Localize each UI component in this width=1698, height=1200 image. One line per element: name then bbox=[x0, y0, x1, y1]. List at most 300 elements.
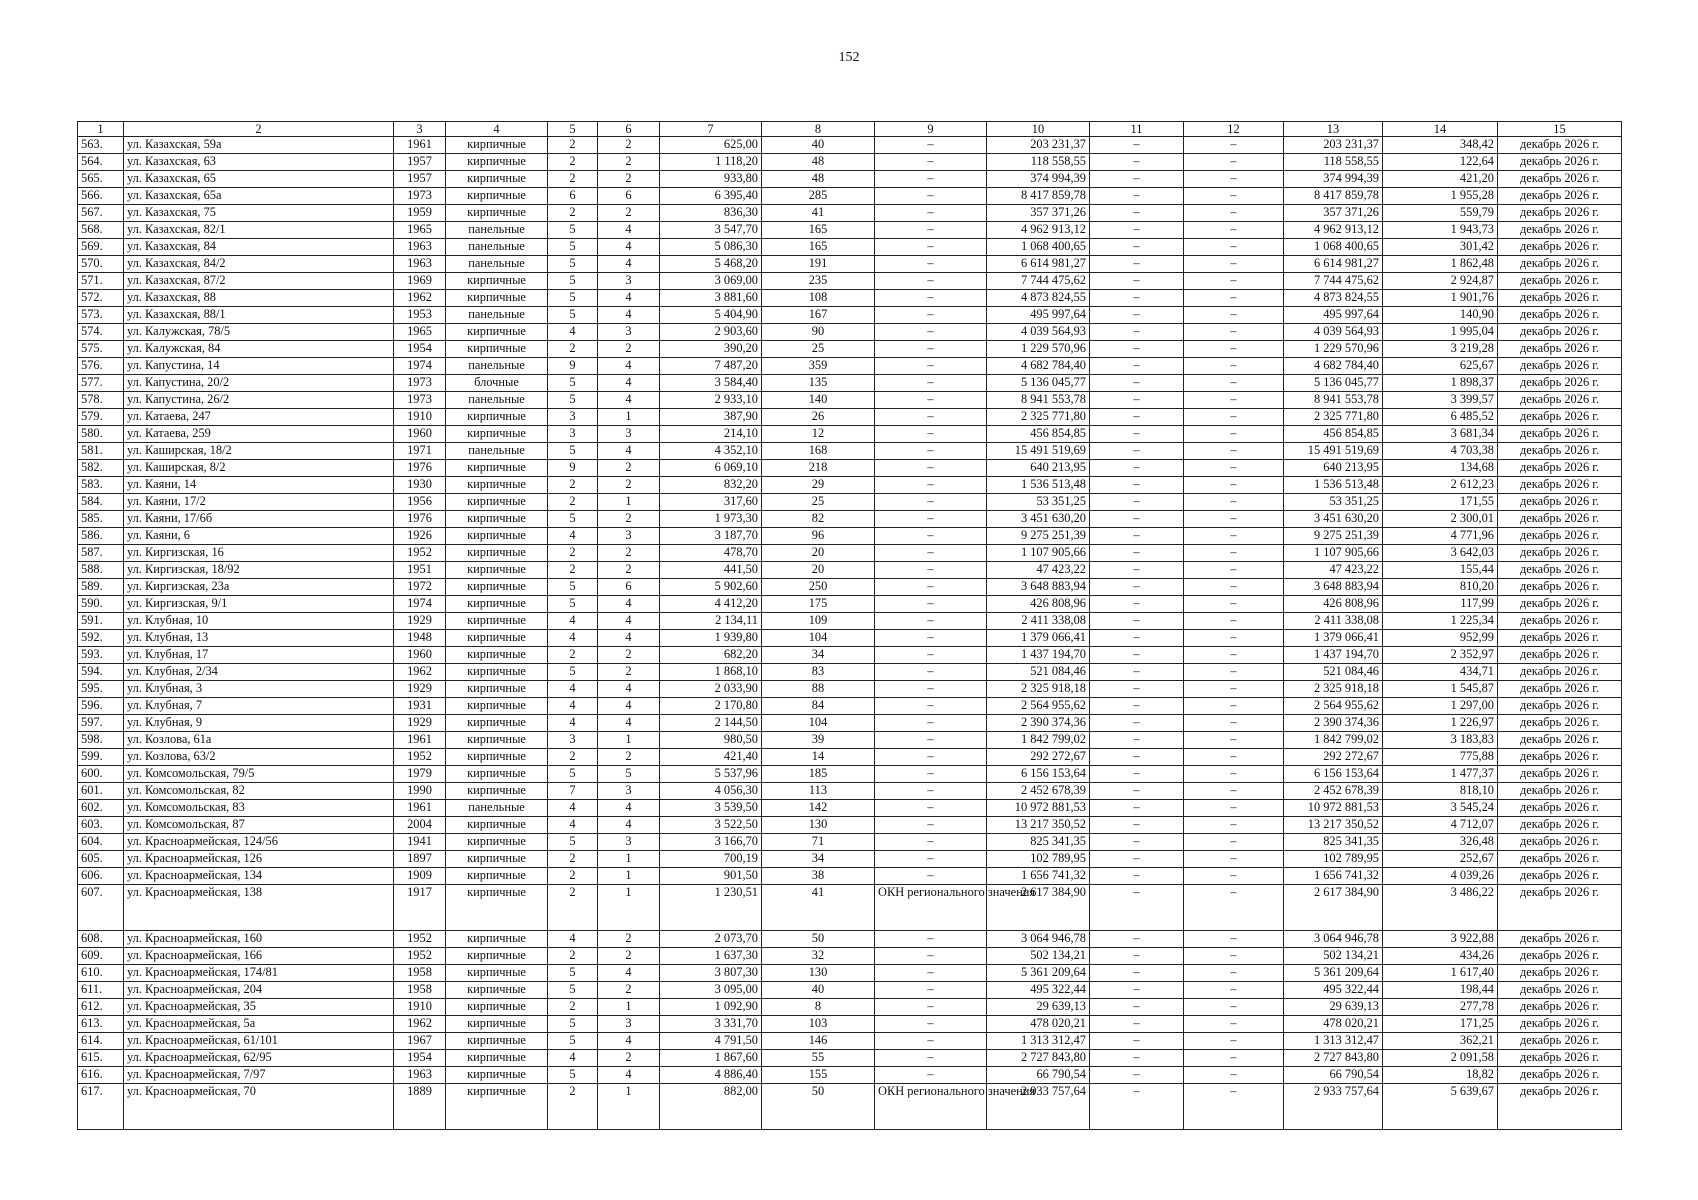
cell-cost-fund-11: – bbox=[1090, 154, 1184, 171]
cell-cost-per-sqm: 775,88 bbox=[1383, 749, 1498, 766]
column-header-5: 5 bbox=[548, 122, 598, 137]
cell-cost-fund-11: – bbox=[1090, 1033, 1184, 1050]
cell-address: ул. Красноармейская, 174/81 bbox=[124, 965, 394, 982]
cell-year-built: 1931 bbox=[394, 698, 446, 715]
cell-cost-per-sqm: 3 399,57 bbox=[1383, 392, 1498, 409]
cell-heritage-status: – bbox=[875, 273, 987, 290]
cell-wall-material: кирпичные bbox=[446, 1033, 548, 1050]
cell-address: ул. Каяни, 14 bbox=[124, 477, 394, 494]
cell-cost-per-sqm: 3 219,28 bbox=[1383, 341, 1498, 358]
cell-wall-material: кирпичные bbox=[446, 732, 548, 749]
table-row bbox=[78, 999, 1622, 1016]
cell-cost-fund-13: 66 790,54 bbox=[1284, 1067, 1383, 1084]
cell-area: 390,20 bbox=[660, 341, 762, 358]
cell-cost-fund-11: – bbox=[1090, 426, 1184, 443]
cell-cost-per-sqm: 1 226,97 bbox=[1383, 715, 1498, 732]
table-row bbox=[78, 868, 1622, 885]
cell-deadline: декабрь 2026 г. bbox=[1498, 817, 1622, 834]
cell-row-number: 594. bbox=[78, 664, 124, 681]
cell-cost-fund-11: – bbox=[1090, 205, 1184, 222]
cell-address: ул. Красноармейская, 166 bbox=[124, 948, 394, 965]
cell-wall-material: кирпичные bbox=[446, 982, 548, 999]
cell-entrances: 1 bbox=[598, 851, 660, 868]
cell-heritage-status: – bbox=[875, 477, 987, 494]
cell-heritage-status: – bbox=[875, 931, 987, 948]
cell-address: ул. Красноармейская, 61/101 bbox=[124, 1033, 394, 1050]
cell-wall-material: кирпичные bbox=[446, 205, 548, 222]
cell-cost-per-sqm: 326,48 bbox=[1383, 834, 1498, 851]
cell-row-number: 587. bbox=[78, 545, 124, 562]
cell-floors: 5 bbox=[548, 222, 598, 239]
cell-row-number: 572. bbox=[78, 290, 124, 307]
cell-address: ул. Комсомольская, 87 bbox=[124, 817, 394, 834]
cell-wall-material: кирпичные bbox=[446, 290, 548, 307]
cell-floors: 2 bbox=[548, 885, 598, 931]
cell-deadline: декабрь 2026 г. bbox=[1498, 222, 1622, 239]
cell-wall-material: кирпичные bbox=[446, 273, 548, 290]
cell-year-built: 1962 bbox=[394, 664, 446, 681]
cell-cost-fund-13: 426 808,96 bbox=[1284, 596, 1383, 613]
cell-cost-per-sqm: 6 485,52 bbox=[1383, 409, 1498, 426]
cell-year-built: 1960 bbox=[394, 647, 446, 664]
cell-address: ул. Казахская, 65а bbox=[124, 188, 394, 205]
cell-heritage-status: – bbox=[875, 494, 987, 511]
cell-address: ул. Каширская, 8/2 bbox=[124, 460, 394, 477]
cell-address: ул. Казахская, 65 bbox=[124, 171, 394, 188]
cell-cost-fund-11: – bbox=[1090, 1016, 1184, 1033]
cell-cost-fund-11: – bbox=[1090, 545, 1184, 562]
cell-wall-material: кирпичные bbox=[446, 579, 548, 596]
cell-cost-per-sqm: 3 486,22 bbox=[1383, 885, 1498, 931]
cell-address: ул. Клубная, 10 bbox=[124, 613, 394, 630]
cell-floors: 5 bbox=[548, 664, 598, 681]
cell-deadline: декабрь 2026 г. bbox=[1498, 596, 1622, 613]
cell-cost-fund-12: – bbox=[1184, 358, 1284, 375]
cell-residents: 235 bbox=[762, 273, 875, 290]
cell-address: ул. Клубная, 13 bbox=[124, 630, 394, 647]
cell-residents: 20 bbox=[762, 562, 875, 579]
cell-row-number: 580. bbox=[78, 426, 124, 443]
cell-entrances: 2 bbox=[598, 171, 660, 188]
cell-cost-fund-11: – bbox=[1090, 800, 1184, 817]
cell-residents: 130 bbox=[762, 965, 875, 982]
cell-floors: 4 bbox=[548, 630, 598, 647]
cell-cost-per-sqm: 1 862,48 bbox=[1383, 256, 1498, 273]
cell-cost-fund-12: – bbox=[1184, 477, 1284, 494]
cell-entrances: 3 bbox=[598, 1016, 660, 1033]
cell-area: 980,50 bbox=[660, 732, 762, 749]
cell-year-built: 1960 bbox=[394, 426, 446, 443]
cell-residents: 41 bbox=[762, 885, 875, 931]
cell-heritage-status: – bbox=[875, 1016, 987, 1033]
cell-area: 5 902,60 bbox=[660, 579, 762, 596]
cell-entrances: 4 bbox=[598, 358, 660, 375]
cell-year-built: 1961 bbox=[394, 800, 446, 817]
cell-cost-fund-11: – bbox=[1090, 613, 1184, 630]
cell-cost-per-sqm: 2 091,58 bbox=[1383, 1050, 1498, 1067]
cell-deadline: декабрь 2026 г. bbox=[1498, 681, 1622, 698]
cell-cost-fund-13: 4 873 824,55 bbox=[1284, 290, 1383, 307]
cell-year-built: 1965 bbox=[394, 222, 446, 239]
cell-cost-fund-13: 118 558,55 bbox=[1284, 154, 1383, 171]
cell-floors: 3 bbox=[548, 409, 598, 426]
cell-deadline: декабрь 2026 г. bbox=[1498, 460, 1622, 477]
cell-cost-fund-13: 2 617 384,90 bbox=[1284, 885, 1383, 931]
cell-residents: 168 bbox=[762, 443, 875, 460]
cell-residents: 14 bbox=[762, 749, 875, 766]
cell-wall-material: кирпичные bbox=[446, 341, 548, 358]
cell-residents: 40 bbox=[762, 137, 875, 154]
cell-floors: 5 bbox=[548, 273, 598, 290]
cell-year-built: 1957 bbox=[394, 154, 446, 171]
cell-floors: 5 bbox=[548, 375, 598, 392]
cell-cost-fund-13: 502 134,21 bbox=[1284, 948, 1383, 965]
cell-year-built: 1917 bbox=[394, 885, 446, 931]
cell-residents: 130 bbox=[762, 817, 875, 834]
cell-cost-fund-12: – bbox=[1184, 579, 1284, 596]
cell-address: ул. Капустина, 14 bbox=[124, 358, 394, 375]
cell-cost-per-sqm: 4 712,07 bbox=[1383, 817, 1498, 834]
table-row bbox=[78, 698, 1622, 715]
cell-wall-material: кирпичные bbox=[446, 698, 548, 715]
table-row bbox=[78, 137, 1622, 154]
cell-cost-total: 495 997,64 bbox=[987, 307, 1090, 324]
cell-row-number: 591. bbox=[78, 613, 124, 630]
cell-cost-fund-11: – bbox=[1090, 375, 1184, 392]
cell-cost-total: 7 744 475,62 bbox=[987, 273, 1090, 290]
cell-cost-fund-11: – bbox=[1090, 999, 1184, 1016]
cell-cost-fund-13: 1 229 570,96 bbox=[1284, 341, 1383, 358]
cell-area: 3 166,70 bbox=[660, 834, 762, 851]
cell-heritage-status: – bbox=[875, 426, 987, 443]
cell-cost-per-sqm: 421,20 bbox=[1383, 171, 1498, 188]
cell-cost-fund-13: 495 997,64 bbox=[1284, 307, 1383, 324]
cell-cost-fund-11: – bbox=[1090, 732, 1184, 749]
cell-year-built: 1956 bbox=[394, 494, 446, 511]
cell-cost-fund-13: 1 842 799,02 bbox=[1284, 732, 1383, 749]
column-header-13: 13 bbox=[1284, 122, 1383, 137]
cell-heritage-status: – bbox=[875, 948, 987, 965]
cell-year-built: 1971 bbox=[394, 443, 446, 460]
cell-cost-total: 6 614 981,27 bbox=[987, 256, 1090, 273]
cell-heritage-status: – bbox=[875, 205, 987, 222]
cell-deadline: декабрь 2026 г. bbox=[1498, 766, 1622, 783]
cell-address: ул. Казахская, 87/2 bbox=[124, 273, 394, 290]
table-row bbox=[78, 562, 1622, 579]
cell-deadline: декабрь 2026 г. bbox=[1498, 324, 1622, 341]
cell-year-built: 2004 bbox=[394, 817, 446, 834]
cell-residents: 82 bbox=[762, 511, 875, 528]
cell-residents: 135 bbox=[762, 375, 875, 392]
cell-cost-total: 118 558,55 bbox=[987, 154, 1090, 171]
cell-address: ул. Каяни, 6 bbox=[124, 528, 394, 545]
cell-wall-material: кирпичные bbox=[446, 931, 548, 948]
cell-heritage-status: – bbox=[875, 766, 987, 783]
cell-cost-fund-11: – bbox=[1090, 851, 1184, 868]
cell-cost-fund-12: – bbox=[1184, 647, 1284, 664]
cell-residents: 48 bbox=[762, 171, 875, 188]
cell-floors: 5 bbox=[548, 511, 598, 528]
cell-residents: 104 bbox=[762, 715, 875, 732]
table-row bbox=[78, 222, 1622, 239]
cell-cost-per-sqm: 1 955,28 bbox=[1383, 188, 1498, 205]
cell-entrances: 1 bbox=[598, 885, 660, 931]
cell-address: ул. Комсомольская, 83 bbox=[124, 800, 394, 817]
cell-area: 836,30 bbox=[660, 205, 762, 222]
cell-cost-fund-12: – bbox=[1184, 749, 1284, 766]
cell-entrances: 4 bbox=[598, 307, 660, 324]
cell-residents: 25 bbox=[762, 341, 875, 358]
cell-area: 4 352,10 bbox=[660, 443, 762, 460]
cell-area: 2 033,90 bbox=[660, 681, 762, 698]
cell-deadline: декабрь 2026 г. bbox=[1498, 511, 1622, 528]
cell-floors: 9 bbox=[548, 460, 598, 477]
cell-area: 933,80 bbox=[660, 171, 762, 188]
cell-year-built: 1953 bbox=[394, 307, 446, 324]
cell-cost-total: 47 423,22 bbox=[987, 562, 1090, 579]
cell-cost-per-sqm: 5 639,67 bbox=[1383, 1084, 1498, 1130]
cell-residents: 34 bbox=[762, 647, 875, 664]
cell-cost-per-sqm: 301,42 bbox=[1383, 239, 1498, 256]
cell-cost-per-sqm: 1 617,40 bbox=[1383, 965, 1498, 982]
cell-year-built: 1974 bbox=[394, 358, 446, 375]
cell-residents: 41 bbox=[762, 205, 875, 222]
cell-residents: 108 bbox=[762, 290, 875, 307]
cell-cost-fund-11: – bbox=[1090, 562, 1184, 579]
cell-cost-fund-11: – bbox=[1090, 834, 1184, 851]
cell-residents: 250 bbox=[762, 579, 875, 596]
cell-wall-material: кирпичные bbox=[446, 562, 548, 579]
cell-entrances: 2 bbox=[598, 205, 660, 222]
cell-cost-fund-12: – bbox=[1184, 732, 1284, 749]
table-row bbox=[78, 477, 1622, 494]
cell-year-built: 1954 bbox=[394, 1050, 446, 1067]
cell-row-number: 597. bbox=[78, 715, 124, 732]
cell-address: ул. Комсомольская, 79/5 bbox=[124, 766, 394, 783]
cell-row-number: 602. bbox=[78, 800, 124, 817]
cell-cost-fund-11: – bbox=[1090, 766, 1184, 783]
cell-area: 901,50 bbox=[660, 868, 762, 885]
cell-floors: 2 bbox=[548, 477, 598, 494]
cell-floors: 3 bbox=[548, 732, 598, 749]
cell-deadline: декабрь 2026 г. bbox=[1498, 965, 1622, 982]
cell-cost-fund-13: 29 639,13 bbox=[1284, 999, 1383, 1016]
cell-wall-material: кирпичные bbox=[446, 749, 548, 766]
cell-wall-material: кирпичные bbox=[446, 511, 548, 528]
cell-cost-fund-13: 4 682 784,40 bbox=[1284, 358, 1383, 375]
cell-area: 6 395,40 bbox=[660, 188, 762, 205]
cell-cost-fund-13: 2 325 918,18 bbox=[1284, 681, 1383, 698]
cell-cost-total: 357 371,26 bbox=[987, 205, 1090, 222]
cell-area: 625,00 bbox=[660, 137, 762, 154]
cell-cost-total: 10 972 881,53 bbox=[987, 800, 1090, 817]
cell-area: 2 933,10 bbox=[660, 392, 762, 409]
cell-heritage-status: ОКН регионального значения bbox=[875, 885, 987, 931]
table-row bbox=[78, 630, 1622, 647]
cell-year-built: 1976 bbox=[394, 460, 446, 477]
cell-row-number: 606. bbox=[78, 868, 124, 885]
cell-floors: 2 bbox=[548, 205, 598, 222]
table-row bbox=[78, 171, 1622, 188]
cell-year-built: 1967 bbox=[394, 1033, 446, 1050]
cell-area: 478,70 bbox=[660, 545, 762, 562]
cell-deadline: декабрь 2026 г. bbox=[1498, 171, 1622, 188]
cell-year-built: 1958 bbox=[394, 965, 446, 982]
cell-floors: 7 bbox=[548, 783, 598, 800]
cell-wall-material: кирпичные bbox=[446, 999, 548, 1016]
cell-area: 3 095,00 bbox=[660, 982, 762, 999]
cell-year-built: 1948 bbox=[394, 630, 446, 647]
cell-cost-fund-12: – bbox=[1184, 188, 1284, 205]
cell-cost-fund-12: – bbox=[1184, 460, 1284, 477]
cell-wall-material: кирпичные bbox=[446, 477, 548, 494]
cell-area: 3 539,50 bbox=[660, 800, 762, 817]
cell-deadline: декабрь 2026 г. bbox=[1498, 358, 1622, 375]
cell-cost-total: 1 437 194,70 bbox=[987, 647, 1090, 664]
cell-floors: 2 bbox=[548, 868, 598, 885]
cell-cost-fund-12: – bbox=[1184, 766, 1284, 783]
cell-wall-material: блочные bbox=[446, 375, 548, 392]
cell-deadline: декабрь 2026 г. bbox=[1498, 732, 1622, 749]
cell-deadline: декабрь 2026 г. bbox=[1498, 290, 1622, 307]
cell-row-number: 568. bbox=[78, 222, 124, 239]
table-row bbox=[78, 426, 1622, 443]
cell-row-number: 564. bbox=[78, 154, 124, 171]
table-row bbox=[78, 375, 1622, 392]
column-header-8: 8 bbox=[762, 122, 875, 137]
cell-cost-fund-11: – bbox=[1090, 511, 1184, 528]
cell-deadline: декабрь 2026 г. bbox=[1498, 749, 1622, 766]
cell-cost-per-sqm: 140,90 bbox=[1383, 307, 1498, 324]
cell-entrances: 3 bbox=[598, 834, 660, 851]
cell-cost-total: 640 213,95 bbox=[987, 460, 1090, 477]
cell-year-built: 1929 bbox=[394, 613, 446, 630]
cell-cost-per-sqm: 1 898,37 bbox=[1383, 375, 1498, 392]
cell-address: ул. Красноармейская, 62/95 bbox=[124, 1050, 394, 1067]
table-row bbox=[78, 732, 1622, 749]
cell-cost-total: 66 790,54 bbox=[987, 1067, 1090, 1084]
cell-address: ул. Казахская, 82/1 bbox=[124, 222, 394, 239]
cell-address: ул. Красноармейская, 138 bbox=[124, 885, 394, 931]
cell-row-number: 613. bbox=[78, 1016, 124, 1033]
cell-cost-fund-11: – bbox=[1090, 817, 1184, 834]
cell-area: 3 547,70 bbox=[660, 222, 762, 239]
cell-address: ул. Казахская, 88 bbox=[124, 290, 394, 307]
cell-row-number: 592. bbox=[78, 630, 124, 647]
cell-cost-per-sqm: 277,78 bbox=[1383, 999, 1498, 1016]
table-row bbox=[78, 1084, 1622, 1130]
cell-entrances: 4 bbox=[598, 630, 660, 647]
cell-entrances: 2 bbox=[598, 1050, 660, 1067]
cell-row-number: 581. bbox=[78, 443, 124, 460]
cell-entrances: 4 bbox=[598, 681, 660, 698]
cell-deadline: декабрь 2026 г. bbox=[1498, 715, 1622, 732]
cell-cost-fund-13: 10 972 881,53 bbox=[1284, 800, 1383, 817]
cell-cost-total: 6 156 153,64 bbox=[987, 766, 1090, 783]
cell-residents: 109 bbox=[762, 613, 875, 630]
cell-cost-total: 2 325 771,80 bbox=[987, 409, 1090, 426]
cell-residents: 55 bbox=[762, 1050, 875, 1067]
cell-cost-fund-12: – bbox=[1184, 494, 1284, 511]
cell-year-built: 1909 bbox=[394, 868, 446, 885]
cell-row-number: 573. bbox=[78, 307, 124, 324]
cell-cost-fund-12: – bbox=[1184, 222, 1284, 239]
cell-row-number: 600. bbox=[78, 766, 124, 783]
cell-cost-fund-11: – bbox=[1090, 171, 1184, 188]
cell-address: ул. Красноармейская, 7/97 bbox=[124, 1067, 394, 1084]
cell-residents: 26 bbox=[762, 409, 875, 426]
cell-entrances: 2 bbox=[598, 137, 660, 154]
cell-area: 1 973,30 bbox=[660, 511, 762, 528]
cell-row-number: 575. bbox=[78, 341, 124, 358]
cell-address: ул. Клубная, 7 bbox=[124, 698, 394, 715]
cell-cost-fund-13: 478 020,21 bbox=[1284, 1016, 1383, 1033]
cell-cost-fund-11: – bbox=[1090, 137, 1184, 154]
cell-cost-fund-12: – bbox=[1184, 715, 1284, 732]
cell-cost-fund-12: – bbox=[1184, 965, 1284, 982]
cell-area: 6 069,10 bbox=[660, 460, 762, 477]
cell-cost-total: 3 064 946,78 bbox=[987, 931, 1090, 948]
cell-cost-total: 478 020,21 bbox=[987, 1016, 1090, 1033]
cell-cost-per-sqm: 1 225,34 bbox=[1383, 613, 1498, 630]
cell-cost-fund-13: 521 084,46 bbox=[1284, 664, 1383, 681]
cell-residents: 50 bbox=[762, 931, 875, 948]
cell-heritage-status: – bbox=[875, 137, 987, 154]
cell-cost-fund-13: 1 313 312,47 bbox=[1284, 1033, 1383, 1050]
cell-floors: 2 bbox=[548, 749, 598, 766]
table-row bbox=[78, 154, 1622, 171]
cell-wall-material: кирпичные bbox=[446, 834, 548, 851]
cell-cost-fund-11: – bbox=[1090, 982, 1184, 999]
cell-floors: 2 bbox=[548, 562, 598, 579]
cell-residents: 155 bbox=[762, 1067, 875, 1084]
cell-cost-fund-11: – bbox=[1090, 630, 1184, 647]
cell-wall-material: кирпичные bbox=[446, 154, 548, 171]
cell-floors: 2 bbox=[548, 137, 598, 154]
cell-residents: 165 bbox=[762, 239, 875, 256]
housing-register-table bbox=[77, 121, 1622, 1130]
cell-cost-fund-11: – bbox=[1090, 460, 1184, 477]
cell-wall-material: кирпичные bbox=[446, 817, 548, 834]
cell-cost-fund-13: 102 789,95 bbox=[1284, 851, 1383, 868]
table-row bbox=[78, 307, 1622, 324]
cell-cost-total: 8 417 859,78 bbox=[987, 188, 1090, 205]
cell-cost-total: 502 134,21 bbox=[987, 948, 1090, 965]
cell-cost-total: 2 452 678,39 bbox=[987, 783, 1090, 800]
cell-entrances: 3 bbox=[598, 273, 660, 290]
column-number-row bbox=[78, 122, 1622, 137]
cell-entrances: 4 bbox=[598, 596, 660, 613]
cell-heritage-status: – bbox=[875, 341, 987, 358]
cell-cost-fund-13: 7 744 475,62 bbox=[1284, 273, 1383, 290]
cell-residents: 185 bbox=[762, 766, 875, 783]
cell-cost-fund-13: 292 272,67 bbox=[1284, 749, 1383, 766]
table-row bbox=[78, 681, 1622, 698]
cell-entrances: 2 bbox=[598, 511, 660, 528]
cell-year-built: 1952 bbox=[394, 948, 446, 965]
table-row bbox=[78, 392, 1622, 409]
cell-floors: 2 bbox=[548, 948, 598, 965]
cell-deadline: декабрь 2026 г. bbox=[1498, 562, 1622, 579]
cell-cost-fund-11: – bbox=[1090, 324, 1184, 341]
cell-entrances: 4 bbox=[598, 715, 660, 732]
cell-cost-fund-13: 6 614 981,27 bbox=[1284, 256, 1383, 273]
cell-cost-per-sqm: 810,20 bbox=[1383, 579, 1498, 596]
cell-row-number: 596. bbox=[78, 698, 124, 715]
cell-address: ул. Комсомольская, 82 bbox=[124, 783, 394, 800]
cell-cost-fund-13: 2 564 955,62 bbox=[1284, 698, 1383, 715]
cell-wall-material: кирпичные bbox=[446, 426, 548, 443]
